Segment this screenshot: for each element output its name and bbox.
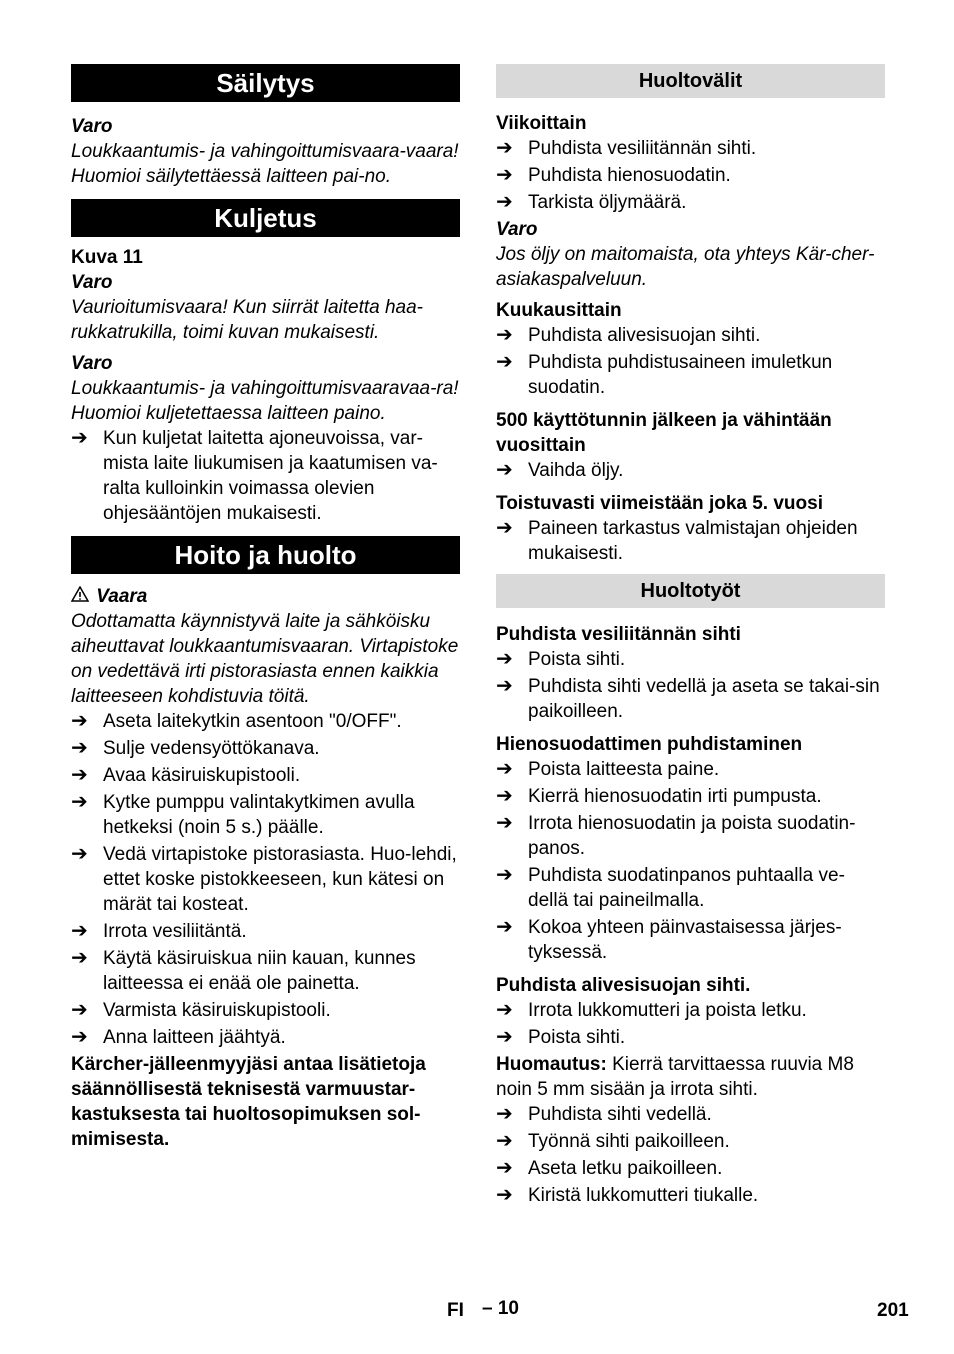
list-item: ➔ Kytke pumppu valintakytkimen avulla hetkeksi (noin 5 s.) päälle. xyxy=(71,791,415,838)
list-item: ➔ Poista sihti. xyxy=(496,648,626,670)
list-item: ➔ Poista sihti. xyxy=(496,1026,626,1048)
list-item: ➔ Kierrä hienosuodatin irti pumpusta. xyxy=(496,785,822,807)
five-year-tasks xyxy=(496,516,885,566)
bullet-arrow-icon: ➔ xyxy=(71,947,88,969)
list-item: ➔ Vedä virtapistoke pistorasiasta. Huo-lehdi, ettet koske pistokkeeseen, kun kätesi on märät tai kosteat. xyxy=(71,843,457,915)
list-item: ➔ Irrota vesiliitäntä. xyxy=(71,920,247,942)
sieve-steps xyxy=(496,647,885,724)
bullet-arrow-icon: ➔ xyxy=(71,843,88,865)
list-item: ➔ Aseta letku paikoilleen. xyxy=(496,1157,723,1179)
bullet-arrow-icon: ➔ xyxy=(496,916,513,938)
bullet-arrow-icon: ➔ xyxy=(496,648,513,670)
list-item: ➔ Puhdista suodatinpanos puhtaalla ve-dellä tai paineilmalla. xyxy=(496,864,845,911)
section-heading-hoito: Hoito ja huolto xyxy=(71,536,460,574)
right-column xyxy=(496,64,885,1210)
task-heading-fine-filter: Hienosuodattimen puhdistaminen xyxy=(496,734,803,755)
section-heading-huoltotyot: Huoltotyöt xyxy=(496,574,885,608)
caution-text: Vaurioitumisvaara! Kun siirrät laitetta haa-rukkatrukilla, toimi kuvan mukaisesti. xyxy=(71,297,424,343)
footer-language: FI xyxy=(447,1300,464,1321)
warning-triangle-icon xyxy=(71,584,91,609)
caution-label: Varo xyxy=(496,219,538,240)
bullet-arrow-icon: ➔ xyxy=(496,1157,513,1179)
bullet-arrow-icon: ➔ xyxy=(496,758,513,780)
list-item: ➔ Anna laitteen jäähtyä. xyxy=(71,1026,286,1048)
list-item: ➔ Puhdista hienosuodatin. xyxy=(496,164,731,186)
list-item: ➔ Puhdista sihti vedellä. xyxy=(496,1103,712,1125)
page-number: 201 xyxy=(877,1300,909,1321)
bullet-arrow-icon: ➔ xyxy=(496,1103,513,1125)
list-item: ➔ Aseta laitekytkin asentoon "0/OFF". xyxy=(71,710,402,732)
list-item: ➔ Kokoa yhteen päinvastaisessa järjes-tyksessä. xyxy=(496,916,842,963)
section-heading-sailytys: Säilytys xyxy=(71,64,460,102)
caution-text: Jos öljy on maitomaista, ota yhteys Kär-cher-asiakaspalveluun. xyxy=(496,244,875,290)
low-water-steps-b xyxy=(496,1102,885,1208)
transport-instructions xyxy=(71,426,460,526)
list-item: ➔ Poista laitteesta paine. xyxy=(496,758,720,780)
bullet-arrow-icon: ➔ xyxy=(496,1184,513,1206)
hours-tasks xyxy=(496,458,885,483)
note-label: Huomautus: xyxy=(496,1054,607,1075)
list-item: ➔ Avaa käsiruiskupistooli. xyxy=(71,764,301,786)
caution-label: Varo xyxy=(71,353,113,374)
list-item: ➔ Puhdista puhdistusaineen imuletkun suodatin. xyxy=(496,351,833,398)
dealer-info-note: Kärcher-jälleenmyyjäsi antaa lisätietoja säännöllisestä teknisestä varmuustar-kastuksesta tai huoltosopimuksen sol-mimisesta. xyxy=(71,1054,426,1150)
caution-label: Varo xyxy=(71,272,113,293)
section-heading-kuljetus: Kuljetus xyxy=(71,199,460,237)
weekly-tasks xyxy=(496,136,885,215)
list-item: ➔ Työnnä sihti paikoilleen. xyxy=(496,1130,730,1152)
bullet-arrow-icon: ➔ xyxy=(496,1130,513,1152)
fine-filter-steps xyxy=(496,757,885,965)
interval-heading-500h: 500 käyttötunnin jälkeen ja vähintään vuosittain xyxy=(496,410,832,456)
bullet-arrow-icon: ➔ xyxy=(71,920,88,942)
bullet-arrow-icon: ➔ xyxy=(496,864,513,886)
caution-text: Loukkaantumis- ja vahingoittumisvaaravaa-ra! Huomioi kuljetettaessa laitteen paino. xyxy=(71,378,459,424)
bullet-arrow-icon: ➔ xyxy=(71,1026,88,1048)
bullet-arrow-icon: ➔ xyxy=(496,675,513,697)
bullet-arrow-icon: ➔ xyxy=(71,764,88,786)
task-heading-sieve: Puhdista vesiliitännän sihti xyxy=(496,624,741,645)
bullet-arrow-icon: ➔ xyxy=(71,999,88,1021)
list-item: ➔ Vaihda öljy. xyxy=(496,459,624,481)
bullet-arrow-icon: ➔ xyxy=(496,1026,513,1048)
list-item: ➔ Puhdista alivesisuojan sihti. xyxy=(496,324,761,346)
bullet-arrow-icon: ➔ xyxy=(71,791,88,813)
list-item: ➔ Kun kuljetat laitetta ajoneuvoissa, var-mista laite liukumisen ja kaatumisen va-ralta kulloinkin voimassa olevien ohjesääntöjen mukaisesti. xyxy=(71,427,438,524)
low-water-steps-a xyxy=(496,998,885,1050)
bullet-arrow-icon: ➔ xyxy=(496,999,513,1021)
monthly-tasks xyxy=(496,323,885,400)
danger-text: Odottamatta käynnistyvä laite ja sähköisku aiheuttavat loukkaantumisvaaran. Virtapistoke on vedettävä irti pistorasiasta ennen kaikkia laitteeseen kohdistuvia töitä. xyxy=(71,611,459,707)
list-item: ➔ Irrota hienosuodatin ja poista suodatin-panos. xyxy=(496,812,856,859)
danger-label: Vaara xyxy=(96,586,148,607)
bullet-arrow-icon: ➔ xyxy=(496,164,513,186)
list-item: ➔ Käytä käsiruiskua niin kauan, kunnes laitteessa ei enää ole painetta. xyxy=(71,947,416,994)
left-column xyxy=(71,64,460,1152)
list-item: ➔ Paineen tarkastus valmistajan ohjeiden mukaisesti. xyxy=(496,517,858,564)
bullet-arrow-icon: ➔ xyxy=(71,737,88,759)
caution-label: Varo xyxy=(71,116,113,137)
section-heading-huoltovalit: Huoltovälit xyxy=(496,64,885,98)
list-item: ➔ Kiristä lukkomutteri tiukalle. xyxy=(496,1184,759,1206)
list-item: ➔ Irrota lukkomutteri ja poista letku. xyxy=(496,999,807,1021)
interval-heading-monthly: Kuukausittain xyxy=(496,300,622,321)
task-heading-low-water-sieve: Puhdista alivesisuojan sihti. xyxy=(496,975,751,996)
maintenance-steps xyxy=(71,709,460,1050)
bullet-arrow-icon: ➔ xyxy=(496,812,513,834)
note-text: Kierrä tarvittaessa ruuvia M8 noin 5 mm sisään ja irrota sihti. xyxy=(496,1054,854,1100)
bullet-arrow-icon: ➔ xyxy=(496,324,513,346)
bullet-arrow-icon: ➔ xyxy=(496,785,513,807)
bullet-arrow-icon: ➔ xyxy=(496,517,513,539)
bullet-arrow-icon: ➔ xyxy=(496,191,513,213)
note-paragraph xyxy=(496,1052,885,1102)
list-item: ➔ Tarkista öljymäärä. xyxy=(496,191,687,213)
caution-text: Loukkaantumis- ja vahingoittumisvaara-vaara! Huomioi säilytettäessä laitteen pai-no. xyxy=(71,141,459,187)
list-item: ➔ Sulje vedensyöttökanava. xyxy=(71,737,320,759)
bullet-arrow-icon: ➔ xyxy=(71,427,88,449)
bullet-arrow-icon: ➔ xyxy=(71,710,88,732)
list-item: ➔ Puhdista vesiliitännän sihti. xyxy=(496,137,757,159)
interval-heading-weekly: Viikoittain xyxy=(496,113,587,134)
danger-label-row xyxy=(71,584,460,609)
list-item: ➔ Puhdista sihti vedellä ja aseta se takai-sin paikoilleen. xyxy=(496,675,880,722)
figure-reference: Kuva 11 xyxy=(71,247,143,268)
bullet-arrow-icon: ➔ xyxy=(496,137,513,159)
footer-section-page: – 10 xyxy=(482,1298,519,1319)
bullet-arrow-icon: ➔ xyxy=(496,351,513,373)
bullet-arrow-icon: ➔ xyxy=(496,459,513,481)
interval-heading-5-years: Toistuvasti viimeistään joka 5. vuosi xyxy=(496,493,823,514)
list-item: ➔ Varmista käsiruiskupistooli. xyxy=(71,999,331,1021)
